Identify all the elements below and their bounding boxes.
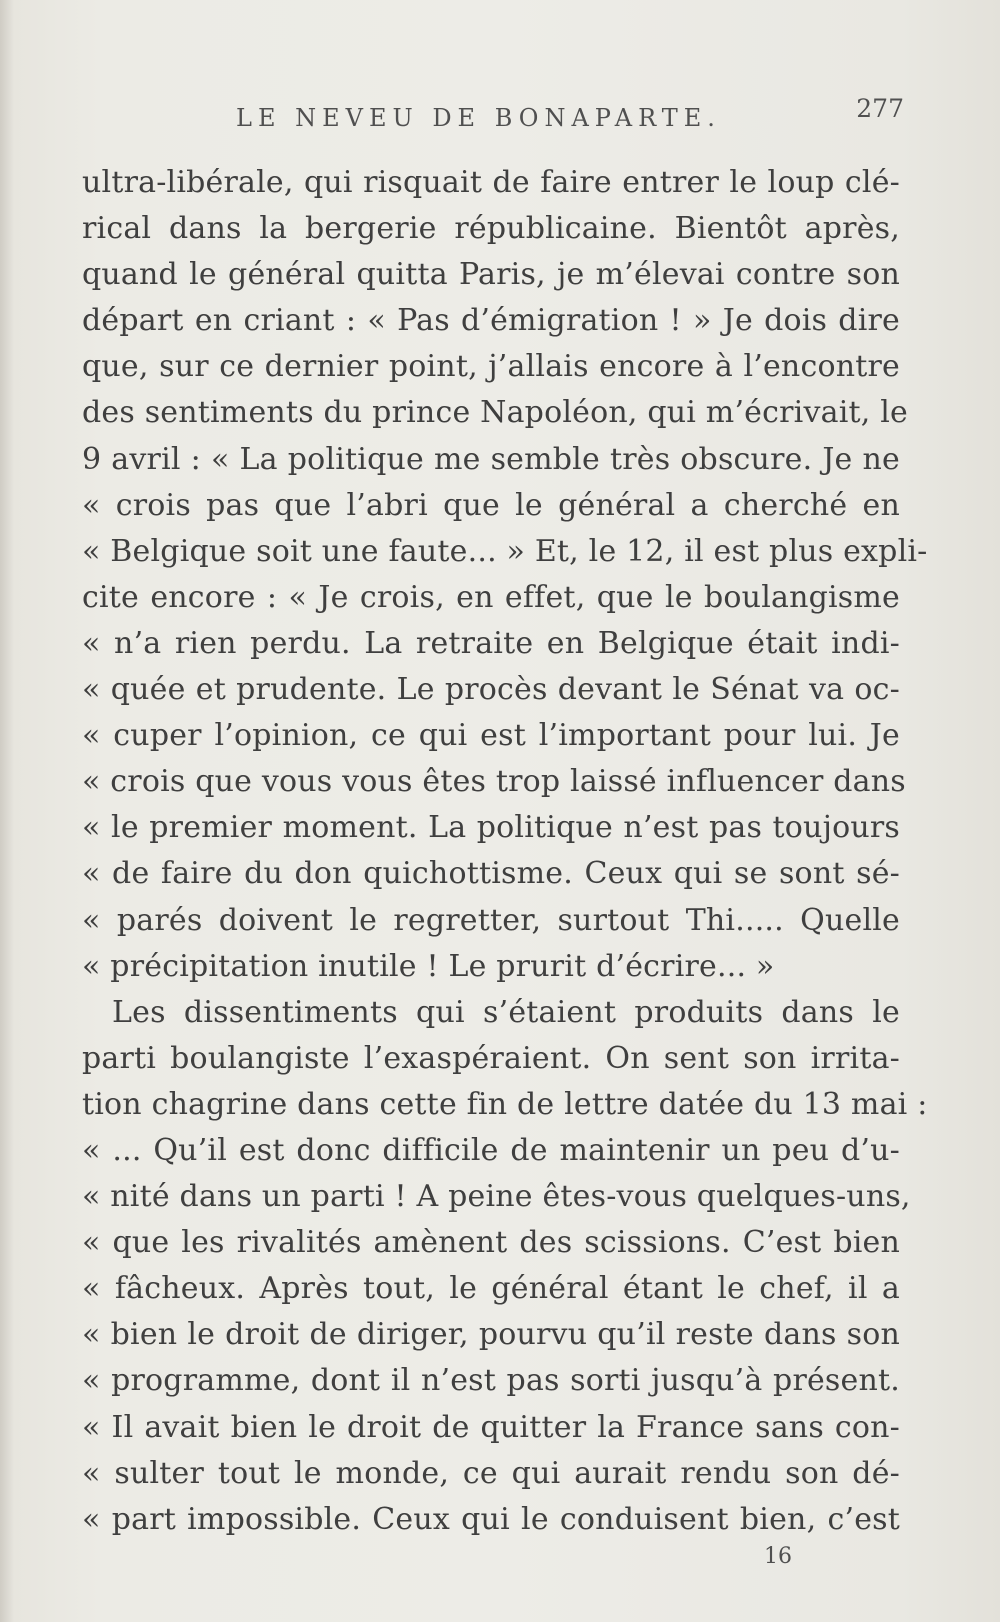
running-title: LE NEVEU DE BONAPARTE. — [236, 104, 721, 132]
text-line: « cuper l’opinion, ce qui est l’important pour lui. Je — [82, 718, 900, 754]
text-line: départ en criant : « Pas d’émigration ! » Je dois dire — [82, 303, 900, 339]
text-line: « que les rivalités amènent des scissions. C’est bien — [82, 1225, 900, 1261]
text-line: « précipitation inutile ! Le prurit d’écrire... » — [82, 948, 775, 984]
text-line: « n’a rien perdu. La retraite en Belgique était indi- — [82, 625, 900, 661]
page-gutter-shadow — [0, 0, 14, 1622]
text-line: parti boulangiste l’exaspéraient. On sent son irrita- — [82, 1040, 900, 1076]
text-line: « crois pas que l’abri que le général a cherché en — [82, 487, 900, 523]
text-line: des sentiments du prince Napoléon, qui m’écrivait, le — [82, 395, 908, 431]
page-header — [236, 94, 906, 134]
text-line: « fâcheux. Après tout, le général étant le chef, il a — [82, 1271, 900, 1307]
text-line: quand le général quitta Paris, je m’élevai contre son — [82, 257, 900, 293]
text-line: « de faire du don quichottisme. Ceux qui se sont sé- — [82, 856, 900, 892]
text-line: que, sur ce dernier point, j’allais encore à l’encontre — [82, 349, 900, 385]
text-line: « part impossible. Ceux qui le conduisent bien, c’est — [82, 1501, 900, 1537]
body-text — [82, 160, 928, 1543]
signature-mark: 16 — [764, 1544, 792, 1569]
text-line: cite encore : « Je crois, en effet, que le boulangisme — [82, 579, 900, 615]
text-line: ultra-libérale, qui risquait de faire entrer le loup clé- — [82, 165, 900, 200]
text-line: 9 avril : « La politique me semble très obscure. Je ne — [82, 441, 900, 477]
text-line: rical dans la bergerie républicaine. Bientôt après, — [82, 211, 900, 247]
text-line: « parés doivent le regretter, surtout Thi..... Quelle — [82, 902, 900, 938]
text-line: « le premier moment. La politique n’est pas toujours — [82, 810, 900, 846]
text-line: « programme, dont il n’est pas sorti jusqu’à présent. — [82, 1363, 900, 1399]
text-line: Les dissentiments qui s’étaient produits dans le — [112, 994, 900, 1030]
text-line: « crois que vous vous êtes trop laissé influencer dans — [82, 764, 906, 800]
text-line: « sulter tout le monde, ce qui aurait rendu son dé- — [82, 1455, 900, 1491]
text-line: « ... Qu’il est donc difficile de maintenir un peu d’u- — [82, 1132, 900, 1168]
text-line: « bien le droit de diriger, pourvu qu’il reste dans son — [82, 1317, 900, 1353]
page-number: 277 — [856, 94, 904, 123]
text-line: « Belgique soit une faute... » Et, le 12, il est plus expli- — [82, 533, 928, 569]
text-line: « quée et prudente. Le procès devant le Sénat va oc- — [82, 672, 900, 708]
text-line: « nité dans un parti ! A peine êtes-vous quelques-uns, — [82, 1179, 911, 1215]
text-line: tion chagrine dans cette fin de lettre datée du 13 mai : — [82, 1086, 928, 1122]
text-line: « Il avait bien le droit de quitter la France sans con- — [82, 1409, 900, 1445]
